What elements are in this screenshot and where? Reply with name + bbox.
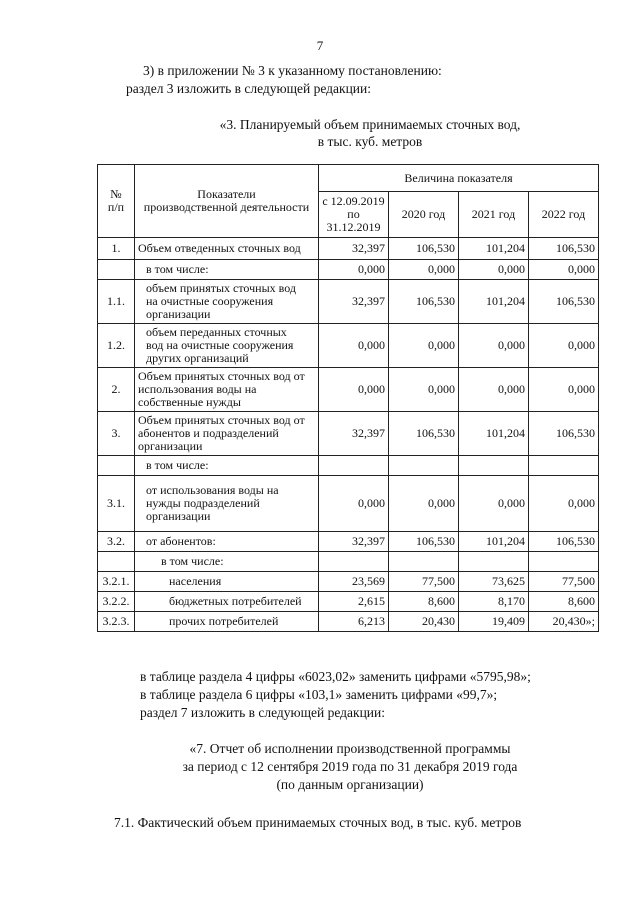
table-row	[98, 412, 599, 456]
section-7-title-line-1: «7. Отчет об исполнении производственной программы	[189, 741, 511, 756]
row-value-cell: 20,430»;	[529, 612, 599, 632]
row-value-cell: 8,170	[459, 592, 529, 612]
row-indicator-label: в том числе:	[135, 456, 319, 476]
table-row	[98, 260, 599, 280]
page-number: 7	[316, 38, 324, 53]
intro-line-1: 3) в приложении № 3 к указанному постановлению:	[143, 63, 442, 78]
row-indicator-label: Объем принятых сточных вод от использования воды на собственные нужды	[135, 368, 319, 412]
row-indicator-label: Объем принятых сточных вод от абонентов и подразделений организации	[135, 412, 319, 456]
table-row	[98, 324, 599, 368]
row-value-cell	[389, 456, 459, 476]
amendment-line-2: в таблице раздела 6 цифры «103,1» заменить цифрами «99,7»;	[140, 687, 498, 702]
row-indicator-label: населения	[135, 572, 319, 592]
row-indicator-label: объем принятых сточных вод на очистные сооружения организации	[135, 280, 319, 324]
table-row	[98, 476, 599, 532]
row-number	[98, 552, 135, 572]
header-period-2021: 2021 год	[459, 192, 529, 238]
row-value-cell: 77,500	[389, 572, 459, 592]
row-value-cell: 0,000	[459, 260, 529, 280]
row-value-cell: 106,530	[389, 412, 459, 456]
row-value-cell: 0,000	[389, 260, 459, 280]
row-value-cell: 106,530	[389, 238, 459, 260]
row-indicator-label: от использования воды на нужды подразделений организации	[135, 476, 319, 532]
row-number: 3.2.3.	[98, 612, 135, 632]
row-value-cell	[319, 552, 389, 572]
row-value-cell: 106,530	[529, 280, 599, 324]
row-number	[98, 260, 135, 280]
row-value-cell: 32,397	[319, 412, 389, 456]
table-row	[98, 532, 599, 552]
table-row	[98, 280, 599, 324]
row-indicator-label: от абонентов:	[135, 532, 319, 552]
row-value-cell: 6,213	[319, 612, 389, 632]
subsection-7-1: 7.1. Фактический объем принимаемых сточных вод, в тыс. куб. метров	[114, 815, 522, 830]
row-number: 3.1.	[98, 476, 135, 532]
row-value-cell: 32,397	[319, 238, 389, 260]
row-value-cell: 0,000	[459, 324, 529, 368]
row-value-cell: 0,000	[319, 260, 389, 280]
row-value-cell: 101,204	[459, 532, 529, 552]
row-value-cell: 0,000	[319, 368, 389, 412]
row-value-cell: 101,204	[459, 280, 529, 324]
row-value-cell: 8,600	[389, 592, 459, 612]
row-value-cell	[529, 552, 599, 572]
row-value-cell: 101,204	[459, 412, 529, 456]
row-value-cell	[389, 552, 459, 572]
row-value-cell: 0,000	[389, 476, 459, 532]
table-body	[98, 238, 599, 632]
row-indicator-label: прочих потребителей	[135, 612, 319, 632]
section-3-title-line-2: в тыс. куб. метров	[317, 134, 423, 149]
row-indicator-label: бюджетных потребителей	[135, 592, 319, 612]
row-value-cell: 2,615	[319, 592, 389, 612]
section-3-title-line-1: «3. Планируемый объем принимаемых сточных вод,	[219, 117, 521, 132]
row-number: 1.	[98, 238, 135, 260]
row-value-cell: 73,625	[459, 572, 529, 592]
row-value-cell: 0,000	[529, 260, 599, 280]
row-value-cell: 32,397	[319, 532, 389, 552]
table-row	[98, 572, 599, 592]
row-value-cell: 23,569	[319, 572, 389, 592]
table-row	[98, 238, 599, 260]
row-value-cell: 0,000	[529, 324, 599, 368]
section-7-title-line-2: за период с 12 сентября 2019 года по 31 декабря 2019 года	[182, 759, 518, 774]
row-indicator-label: в том числе:	[135, 260, 319, 280]
row-number: 1.1.	[98, 280, 135, 324]
header-period-2020: 2020 год	[389, 192, 459, 238]
row-value-cell: 8,600	[529, 592, 599, 612]
table-row	[98, 456, 599, 476]
row-number: 1.2.	[98, 324, 135, 368]
row-value-cell	[459, 552, 529, 572]
row-value-cell: 0,000	[319, 324, 389, 368]
row-value-cell: 106,530	[389, 280, 459, 324]
row-value-cell	[319, 456, 389, 476]
header-period-2022: 2022 год	[529, 192, 599, 238]
wastewater-volume-table	[97, 164, 599, 632]
row-value-cell: 106,530	[529, 412, 599, 456]
header-value-group: Величина показателя	[319, 165, 599, 192]
header-indicator: Показатели производственной деятельности	[135, 165, 319, 238]
row-indicator-label: Объем отведенных сточных вод	[135, 238, 319, 260]
row-indicator-label: объем переданных сточных вод на очистные сооружения других организаций	[135, 324, 319, 368]
header-number: № п/п	[98, 165, 135, 238]
row-value-cell	[529, 456, 599, 476]
row-number: 3.	[98, 412, 135, 456]
row-value-cell: 0,000	[529, 368, 599, 412]
row-value-cell: 0,000	[389, 324, 459, 368]
row-value-cell: 101,204	[459, 238, 529, 260]
row-value-cell	[459, 456, 529, 476]
table-row	[98, 592, 599, 612]
table-row	[98, 368, 599, 412]
row-value-cell: 77,500	[529, 572, 599, 592]
row-number	[98, 456, 135, 476]
amendment-line-3: раздел 7 изложить в следующей редакции:	[140, 705, 386, 720]
table-row	[98, 612, 599, 632]
row-number: 3.2.1.	[98, 572, 135, 592]
row-number: 2.	[98, 368, 135, 412]
row-value-cell: 0,000	[319, 476, 389, 532]
amendment-line-1: в таблице раздела 4 цифры «6023,02» заменить цифрами «5795,98»;	[140, 669, 531, 684]
row-value-cell: 106,530	[529, 532, 599, 552]
table-row	[98, 552, 599, 572]
row-value-cell: 106,530	[389, 532, 459, 552]
row-value-cell: 106,530	[529, 238, 599, 260]
row-value-cell: 0,000	[389, 368, 459, 412]
row-indicator-label: в том числе:	[135, 552, 319, 572]
row-number: 3.2.	[98, 532, 135, 552]
row-value-cell: 0,000	[459, 476, 529, 532]
row-value-cell: 20,430	[389, 612, 459, 632]
row-value-cell: 32,397	[319, 280, 389, 324]
row-value-cell: 0,000	[459, 368, 529, 412]
row-value-cell: 19,409	[459, 612, 529, 632]
intro-line-2: раздел 3 изложить в следующей редакции:	[126, 81, 372, 96]
section-7-title-line-3: (по данным организации)	[276, 777, 424, 792]
header-period-2019: с 12.09.2019 по 31.12.2019	[319, 192, 389, 238]
row-value-cell: 0,000	[529, 476, 599, 532]
row-number: 3.2.2.	[98, 592, 135, 612]
